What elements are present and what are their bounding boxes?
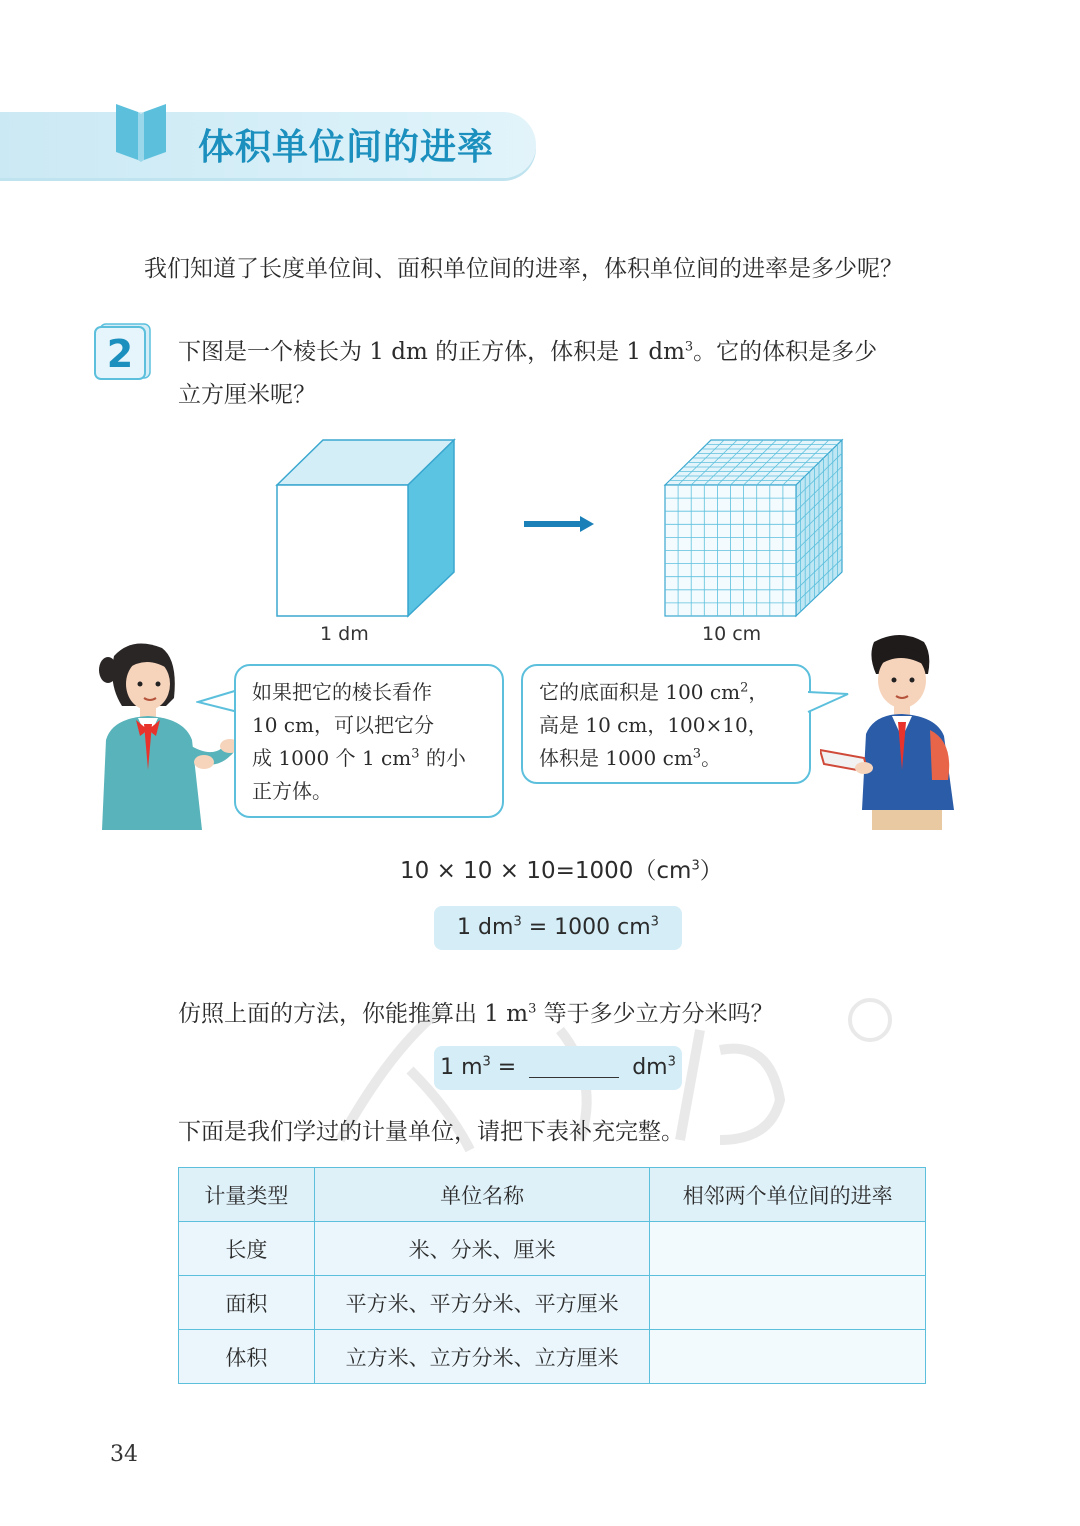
cell-units: 平方米、平方分米、平方厘米 [314,1276,650,1330]
cell-rate-blank[interactable] [650,1222,926,1276]
arrow-right-icon [524,514,596,534]
result-box: 1 $dm^3 = 1000$ $cm^3$ [434,906,682,950]
cell-rate-blank[interactable] [650,1276,926,1330]
table-intro-text: 下面是我们学过的计量单位，请把下表补充完整。 [178,1119,684,1145]
table-row [179,1276,926,1330]
boy-bubble-line2: 高是 10 cm，100×10， [539,713,768,737]
cell-type: 体积 [179,1330,315,1384]
table-row [179,1222,926,1276]
girl-bubble-line3: 成 1000 个 1 $cm^3$ 的小 [252,746,466,770]
girl-speech-bubble [234,664,504,818]
units-table [178,1167,926,1384]
cell-type: 长度 [179,1222,315,1276]
book-icon [112,100,170,164]
example-text-line1: 下图是一个棱长为 1 dm 的正方体，体积是 1 $dm^3$。它的体积是多少 [178,339,878,365]
cube-grid-diagram [660,435,850,621]
page-title: 体积单位间的进率 [198,127,495,168]
cube-1dm-diagram [270,435,460,621]
cube-right-label: 10 cm [702,623,762,645]
boy-bubble-line1: 它的底面积是 100 $cm^2$， [539,680,769,704]
cell-type: 面积 [179,1276,315,1330]
cube-left-label: 1 dm [320,623,369,645]
example-number: 2 [106,332,134,376]
calculation-formula: $10 \times 10 \times 10=1000(cm^3)$ [400,858,723,884]
question-text: 仿照上面的方法，你能推算出 1 $m^3$ 等于多少立方分米吗？ [178,1001,774,1027]
girl-bubble-line2: 10 cm，可以把它分 [252,713,434,737]
cell-units: 立方米、立方分米、立方厘米 [314,1330,650,1384]
example-number-badge [94,322,152,380]
boy-bubble-line3: 体积是 1000 $cm^3$。 [539,746,722,770]
cell-rate-blank[interactable] [650,1330,926,1384]
cell-units: 米、分米、厘米 [314,1222,650,1276]
page-number: 34 [110,1442,138,1467]
boy-illustration [820,630,970,830]
answer-blank[interactable] [529,1055,619,1078]
table-header-row [179,1168,926,1222]
girl-illustration [92,640,242,830]
header-type: 计量类型 [179,1168,315,1222]
girl-bubble-line4: 正方体。 [252,779,332,803]
fill-in-box: 1 $m^3 = dm^3$ [434,1046,682,1090]
intro-text: 我们知道了长度单位间、面积单位间的进率，体积单位间的进率是多少呢？ [144,256,903,282]
table-row [179,1330,926,1384]
header-rate: 相邻两个单位间的进率 [650,1168,926,1222]
girl-bubble-line1: 如果把它的棱长看作 [252,680,432,704]
header-units: 单位名称 [314,1168,650,1222]
example-text-line2: 立方厘米呢？ [178,382,316,408]
boy-speech-bubble [521,664,811,784]
